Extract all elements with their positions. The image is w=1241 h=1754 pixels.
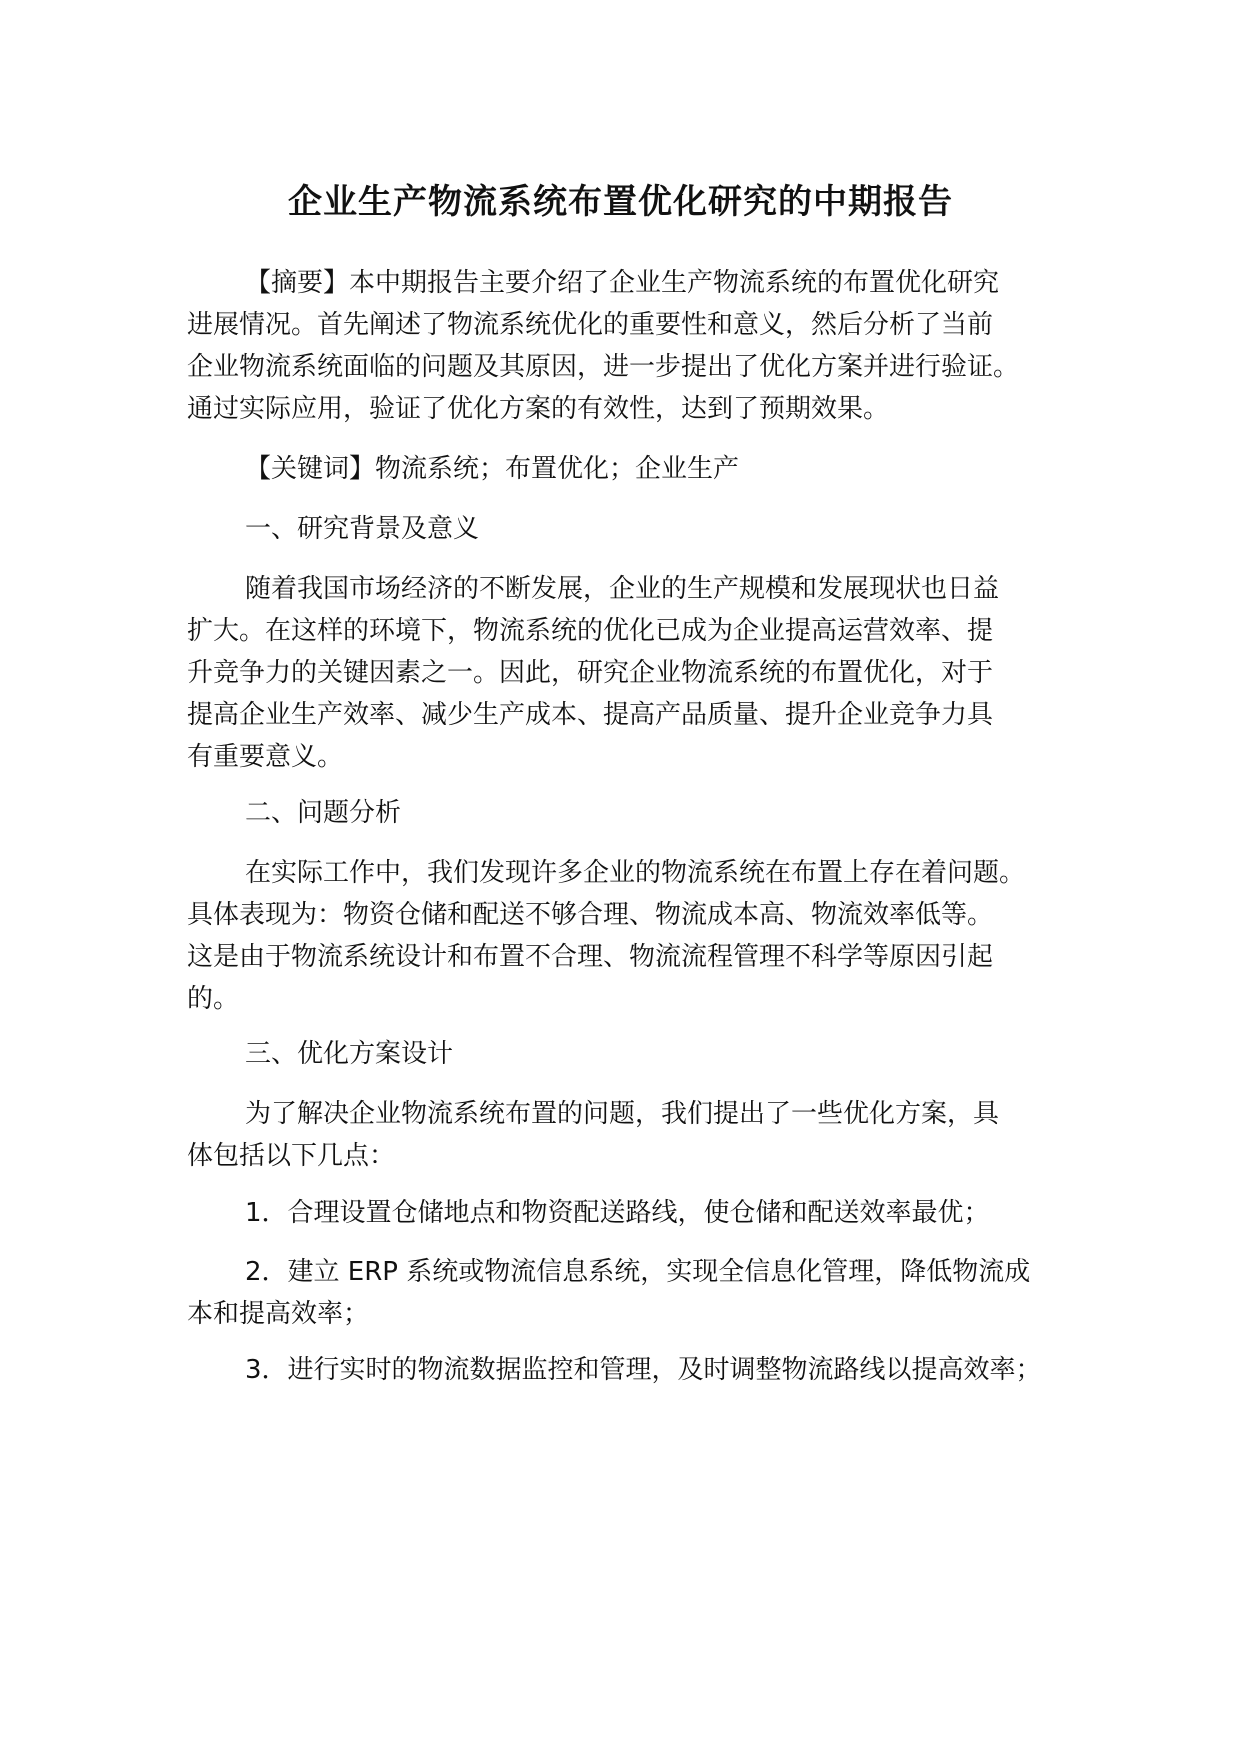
- list-item-2: [187, 1251, 1030, 1335]
- section-heading-text: 二、问题分析: [245, 798, 402, 828]
- body-line: 这是由于物流系统设计和布置不合理、物流流程管理不科学等原因引起: [187, 942, 994, 972]
- section-heading-text: 一、研究背景及意义: [245, 514, 480, 544]
- body-line: 扩大。在这样的环境下，物流系统的优化已成为企业提高运营效率、提: [187, 616, 994, 646]
- abstract-line: 进展情况。首先阐述了物流系统优化的重要性和意义，然后分析了当前: [187, 310, 994, 340]
- list-item-text: 1．合理设置仓储地点和物资配送路线，使仓储和配送效率最优；: [245, 1198, 990, 1228]
- section-heading-3: [187, 1033, 453, 1075]
- abstract-line: 【摘要】本中期报告主要介绍了企业生产物流系统的布置优化研究: [245, 268, 1000, 298]
- list-item-text: 2．建立 ERP 系统或物流信息系统，实现全信息化管理，降低物流成: [245, 1257, 1031, 1287]
- solution-intro-paragraph: [187, 1093, 999, 1177]
- section-heading-text: 三、优化方案设计: [245, 1039, 454, 1069]
- abstract-line: 通过实际应用，验证了优化方案的有效性，达到了预期效果。: [187, 394, 890, 424]
- list-item-text: 本和提高效率；: [187, 1299, 370, 1329]
- document-title: 企业生产物流系统布置优化研究的中期报告: [288, 182, 953, 222]
- abstract-paragraph: [187, 262, 1019, 430]
- keywords-line: 【关键词】物流系统；布置优化；企业生产: [245, 454, 740, 484]
- body-line: 为了解决企业物流系统布置的问题，我们提出了一些优化方案，具: [245, 1099, 1000, 1129]
- body-line: 在实际工作中，我们发现许多企业的物流系统在布置上存在着问题。: [245, 858, 1026, 888]
- list-item-3: [187, 1349, 1042, 1391]
- section-heading-2: [187, 792, 401, 834]
- section-heading-1: [187, 508, 479, 550]
- body-line: 的。: [187, 984, 240, 1014]
- problem-paragraph: [187, 852, 1025, 1020]
- background-paragraph: [187, 568, 999, 778]
- abstract-line: 企业物流系统面临的问题及其原因，进一步提出了优化方案并进行验证。: [187, 352, 1020, 382]
- body-line: 体包括以下几点：: [187, 1141, 396, 1171]
- body-line: 提高企业生产效率、减少生产成本、提高产品质量、提升企业竞争力具: [187, 700, 994, 730]
- keywords-paragraph: [187, 448, 739, 490]
- body-line: 随着我国市场经济的不断发展，企业的生产规模和发展现状也日益: [245, 574, 1000, 604]
- body-line: 有重要意义。: [187, 742, 344, 772]
- body-line: 具体表现为：物资仓储和配送不够合理、物流成本高、物流效率低等。: [187, 900, 994, 930]
- list-item-text: 3．进行实时的物流数据监控和管理，及时调整物流路线以提高效率；: [245, 1355, 1042, 1385]
- body-line: 升竞争力的关键因素之一。因此，研究企业物流系统的布置优化，对于: [187, 658, 994, 688]
- list-item-1: [187, 1192, 990, 1234]
